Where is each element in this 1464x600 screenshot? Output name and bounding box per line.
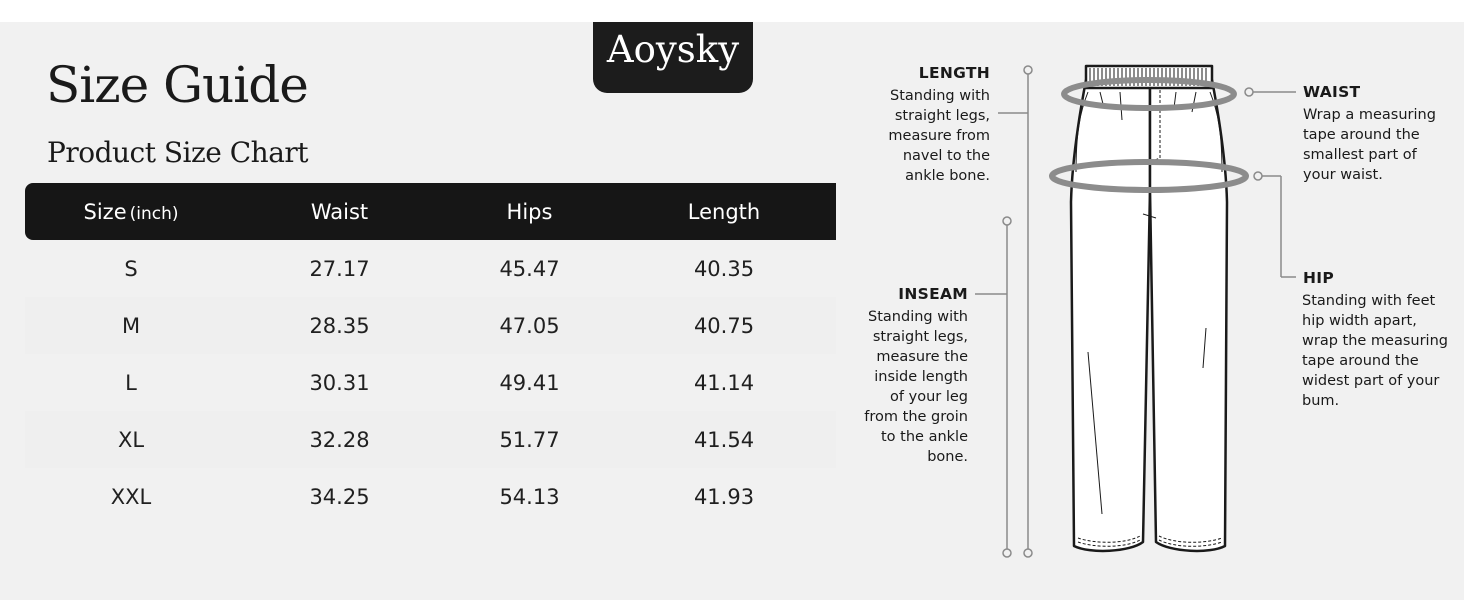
cell-size: S [124, 256, 138, 281]
cell-length: 40.75 [693, 313, 755, 338]
inseam-line: measure the [876, 349, 968, 365]
waist-heading: WAIST [1303, 83, 1361, 101]
cell-size: L [125, 370, 137, 395]
inseam-line: to the ankle [881, 429, 968, 445]
pants-measurement-diagram [0, 22, 1464, 600]
waist-description [1303, 105, 1463, 185]
waist-line: tape around the [1303, 127, 1420, 143]
header-size-label: Size [83, 199, 127, 224]
hip-line: tape around the [1302, 353, 1419, 369]
hip-line: widest part of your [1302, 373, 1440, 389]
length-heading: LENGTH [918, 64, 990, 82]
cell-waist: 27.17 [309, 256, 370, 281]
hip-line: bum. [1302, 393, 1340, 409]
cell-waist: 28.35 [309, 313, 370, 338]
length-description [850, 86, 990, 186]
length-line: ankle bone. [905, 168, 990, 184]
length-line: straight legs, [894, 108, 990, 124]
hip-line: Standing with feet [1302, 293, 1436, 309]
inseam-line: Standing with [868, 309, 968, 325]
cell-hips: 47.05 [499, 313, 560, 338]
header-size-unit: (inch) [129, 203, 179, 224]
cell-length: 41.93 [693, 484, 755, 509]
cell-hips: 49.41 [499, 370, 560, 395]
cell-length: 41.54 [693, 427, 755, 452]
cell-waist: 32.28 [309, 427, 370, 452]
hip-line: wrap the measuring [1302, 333, 1448, 349]
cell-hips: 51.77 [499, 427, 560, 452]
cell-hips: 45.47 [499, 256, 560, 281]
cell-hips: 54.13 [499, 484, 560, 509]
cell-size: M [121, 313, 141, 338]
brand-logo: Aoysky [593, 22, 753, 93]
size-guide-panel [0, 22, 1464, 600]
inseam-line: straight legs, [872, 329, 968, 345]
inseam-line: from the groin [864, 409, 968, 425]
cell-size: XL [117, 427, 145, 452]
header-length: Length [687, 199, 761, 224]
hip-description [1302, 291, 1464, 411]
cell-size: XXL [110, 484, 152, 509]
inseam-description [838, 307, 968, 467]
waist-line: smallest part of [1303, 147, 1417, 163]
cell-length: 40.35 [693, 256, 755, 281]
cell-waist: 34.25 [309, 484, 370, 509]
waist-line: your waist. [1303, 167, 1383, 183]
inseam-line: bone. [927, 449, 968, 465]
length-line: measure from [888, 128, 990, 144]
hip-heading: HIP [1303, 269, 1334, 287]
waist-line: Wrap a measuring [1303, 107, 1436, 123]
length-line: Standing with [890, 88, 990, 104]
page-title: Size Guide [46, 56, 308, 114]
hip-line: hip width apart, [1302, 313, 1417, 329]
inseam-heading: INSEAM [898, 285, 968, 303]
header-waist: Waist [310, 199, 369, 224]
pants-illustration [1071, 66, 1227, 551]
cell-waist: 30.31 [309, 370, 370, 395]
inseam-line: of your leg [890, 389, 968, 405]
length-line: navel to the [902, 148, 990, 164]
header-hips: Hips [506, 199, 553, 224]
page-subtitle: Product Size Chart [47, 136, 309, 169]
inseam-line: inside length [874, 369, 968, 385]
cell-length: 41.14 [693, 370, 755, 395]
